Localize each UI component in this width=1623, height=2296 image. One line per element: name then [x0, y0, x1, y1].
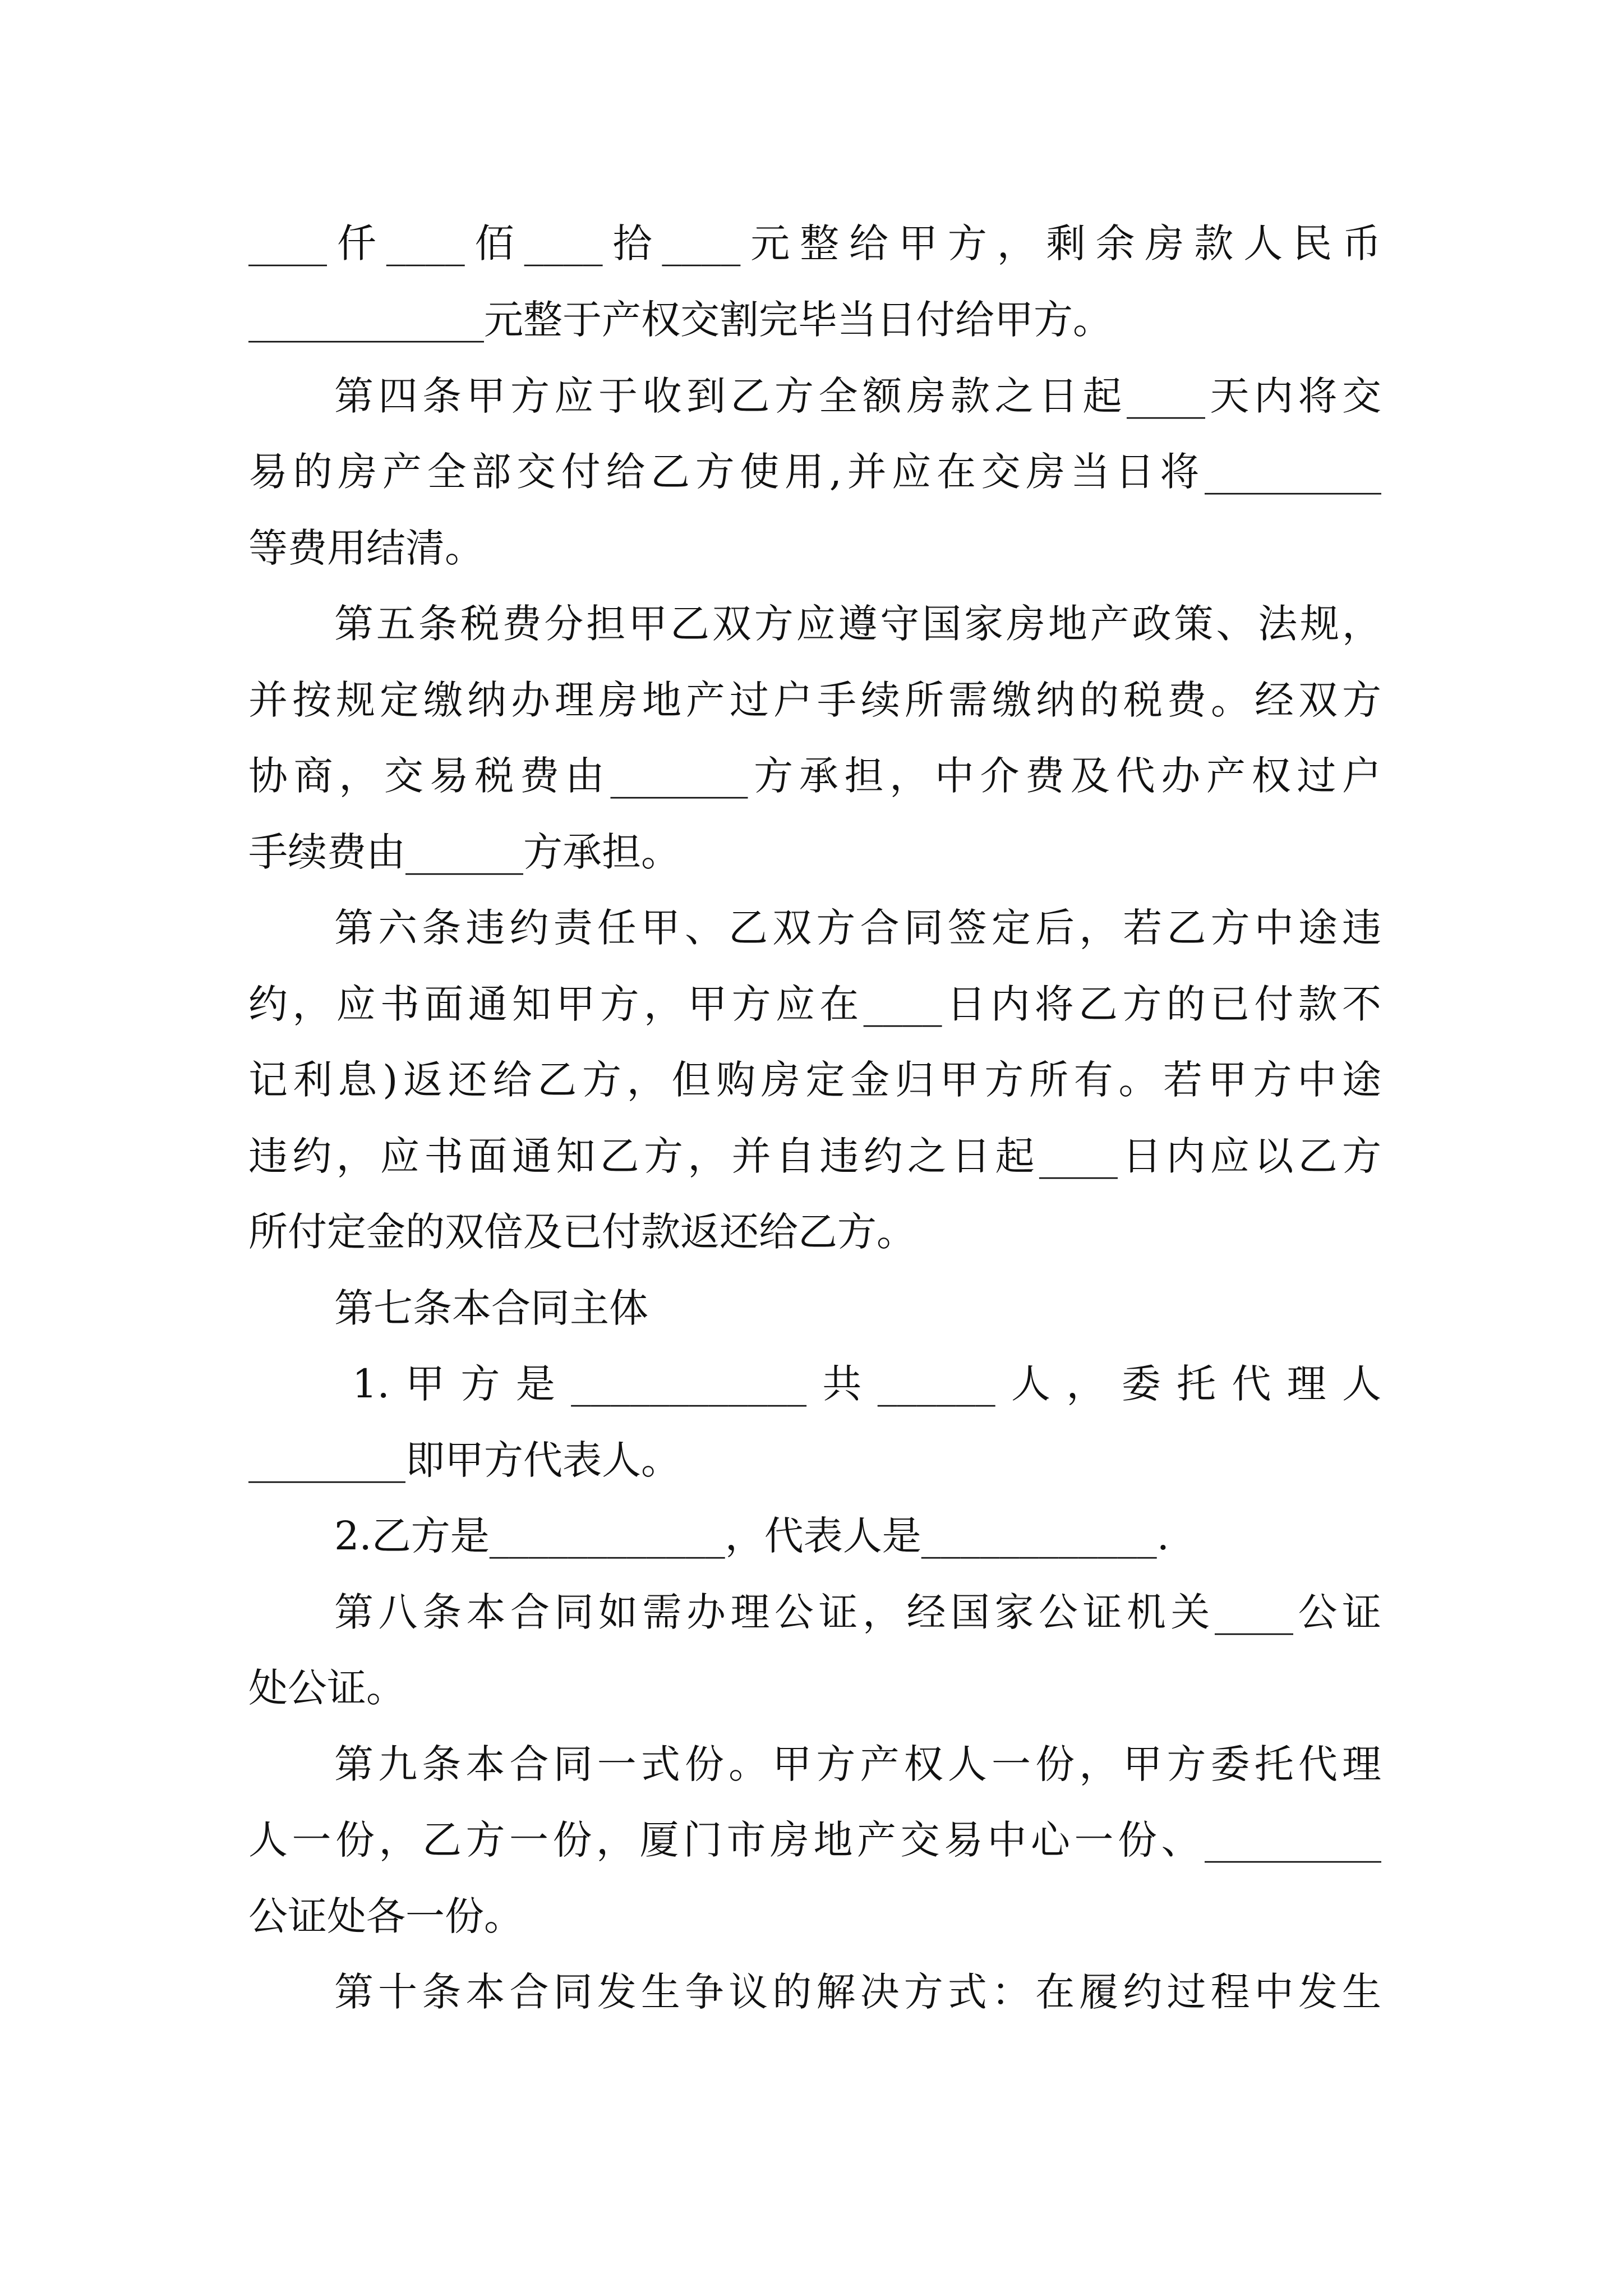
- article-4-line-2: 易的房产全部交付给乙方使用,并应在交房当日将_________: [248, 449, 1381, 495]
- article-9-line-3: 公证处各一份。: [248, 1893, 523, 1939]
- article-4-line-3: 等费用结清。: [248, 525, 484, 571]
- article-8-line-1: 第八条本合同如需办理公证，经国家公证机关____公证: [334, 1589, 1381, 1635]
- article-6-line-3: 记利息)返还给乙方，但购房定金归甲方所有。若甲方中途: [248, 1057, 1381, 1103]
- article-9-line-2: 人一份，乙方一份，厦门市房地产交易中心一份、_________: [248, 1817, 1381, 1863]
- article-4-line-1: 第四条甲方应于收到乙方全额房款之日起____天内将交: [334, 373, 1381, 419]
- article-6-line-1: 第六条违约责任甲、乙双方合同签定后，若乙方中途违: [334, 905, 1381, 951]
- article-8-line-2: 处公证。: [248, 1665, 405, 1711]
- article-6-line-2: 约，应书面通知甲方，甲方应在____日内将乙方的已付款不: [248, 981, 1381, 1027]
- article-5-line-3: 协商，交易税费由_______方承担，中介费及代办产权过户: [248, 753, 1381, 799]
- article-5-line-2: 并按规定缴纳办理房地产过户手续所需缴纳的税费。经双方: [248, 677, 1381, 723]
- line-1: ____仟____佰____拾____元整给甲方，剩余房款人民币: [248, 220, 1381, 266]
- line-2: ____________元整于产权交割完毕当日付给甲方。: [248, 297, 1112, 343]
- article-7-item-1-line-2: ________即甲方代表人。: [248, 1437, 680, 1483]
- article-6-line-4: 违约，应书面通知乙方，并自违约之日起____日内应以乙方: [248, 1133, 1381, 1179]
- article-7-item-1-line-1: 1.甲方是____________共______人，委托代理人: [352, 1361, 1381, 1407]
- article-7-item-2: 2.乙方是____________，代表人是____________.: [334, 1513, 1170, 1559]
- article-6-line-5: 所付定金的双倍及已付款返还给乙方。: [248, 1209, 916, 1255]
- article-5-line-4: 手续费由______方承担。: [248, 829, 680, 875]
- article-5-line-1: 第五条税费分担甲乙双方应遵守国家房地产政策、法规，: [334, 601, 1381, 647]
- article-10-line-1: 第十条本合同发生争议的解决方式：在履约过程中发生: [334, 1969, 1381, 2015]
- article-7-heading: 第七条本合同主体: [334, 1285, 648, 1331]
- article-9-line-1: 第九条本合同一式份。甲方产权人一份，甲方委托代理: [334, 1741, 1381, 1787]
